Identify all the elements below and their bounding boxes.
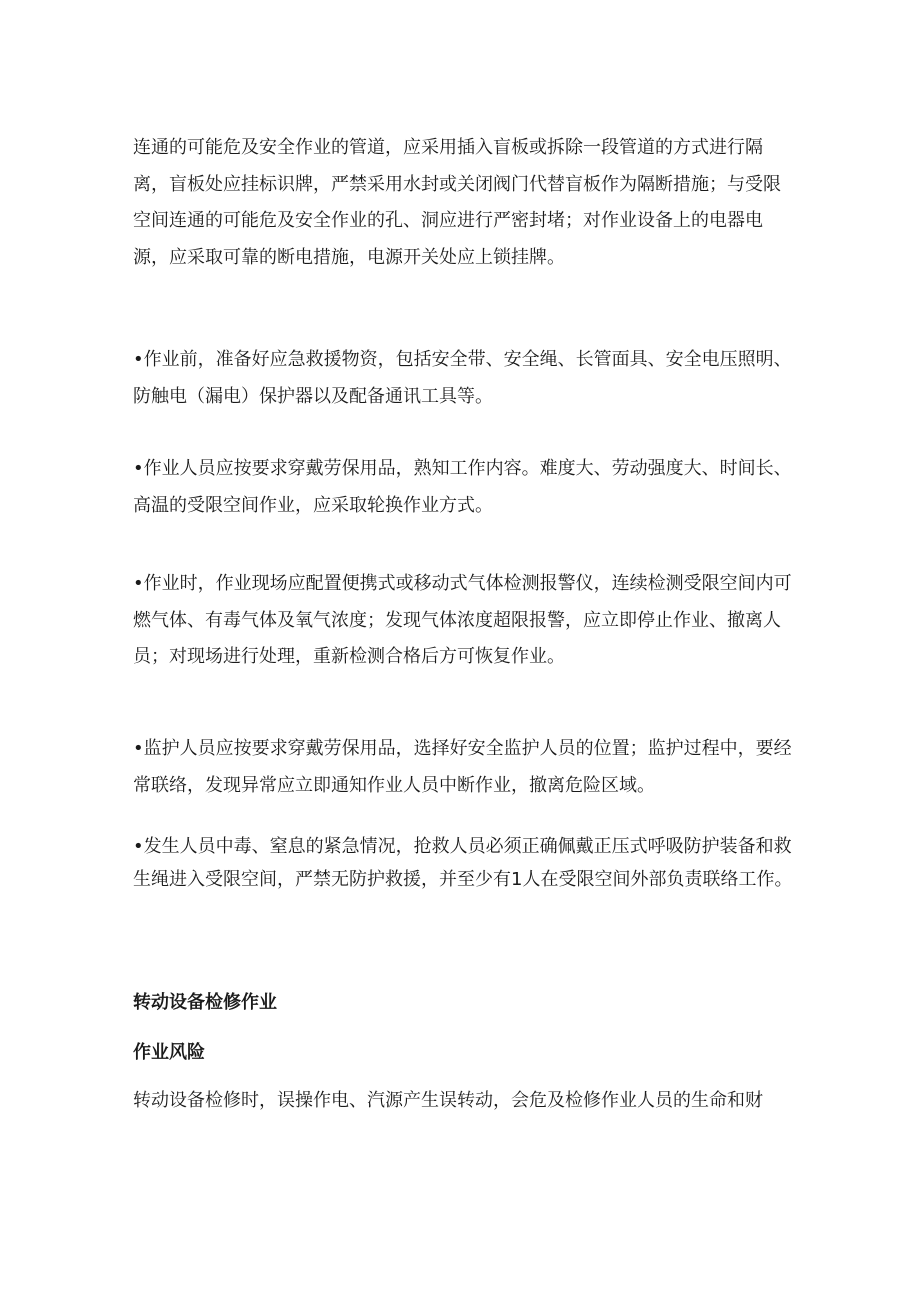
paragraph-emergency: •发生人员中毒、窒息的紧急情况，抢救人员必须正确佩戴正压式呼吸防护装备和救生绳进入受限空间，严禁无防护救援，并至少有1人在受限空间外部负责联络工作。 [133,836,793,890]
paragraph-rotating-equipment-risk: 转动设备检修时，误操作电、汽源产生误转动，会危及检修作业人员的生命和财 [133,1090,763,1111]
paragraph-gas-detection: •作业时，作业现场应配置便携式或移动式气体检测报警仪，连续检测受限空间内可燃气体、有毒气体及氧气浓度；发现气体浓度超限报警，应立即停止作业、撤离人员；对现场进行处理，重新检测合格后方可恢复作业。 [133,573,792,667]
section-title: 转动设备检修作业 [133,992,277,1013]
paragraph-rescue-supplies: •作业前，准备好应急救援物资，包括安全带、安全绳、长管面具、安全电压照明、防触电（漏电）保护器以及配备通讯工具等。 [133,349,792,407]
paragraph-worker-ppe: •作业人员应按要求穿戴劳保用品，熟知工作内容。难度大、劳动强度大、时间长、高温的受限空间作业，应采取轮换作业方式。 [133,458,792,516]
paragraph-supervisor: •监护人员应按要求穿戴劳保用品，选择好安全监护人员的位置；监护过程中，要经常联络，发现异常应立即通知作业人员中断作业，撤离危险区域。 [133,738,792,796]
paragraph-isolation: 连通的可能危及安全作业的管道，应采用插入盲板或拆除一段管道的方式进行隔离，盲板处应挂标识牌，严禁采用水封或关闭阀门代替盲板作为隔断措施；与受限空间连通的可能危及安全作业的孔、洞应进行严密封堵；对作业设备上的电器电源，应采取可靠的断电措施，电源开关处应上锁挂牌。 [133,137,781,268]
subsection-title: 作业风险 [133,1042,205,1063]
